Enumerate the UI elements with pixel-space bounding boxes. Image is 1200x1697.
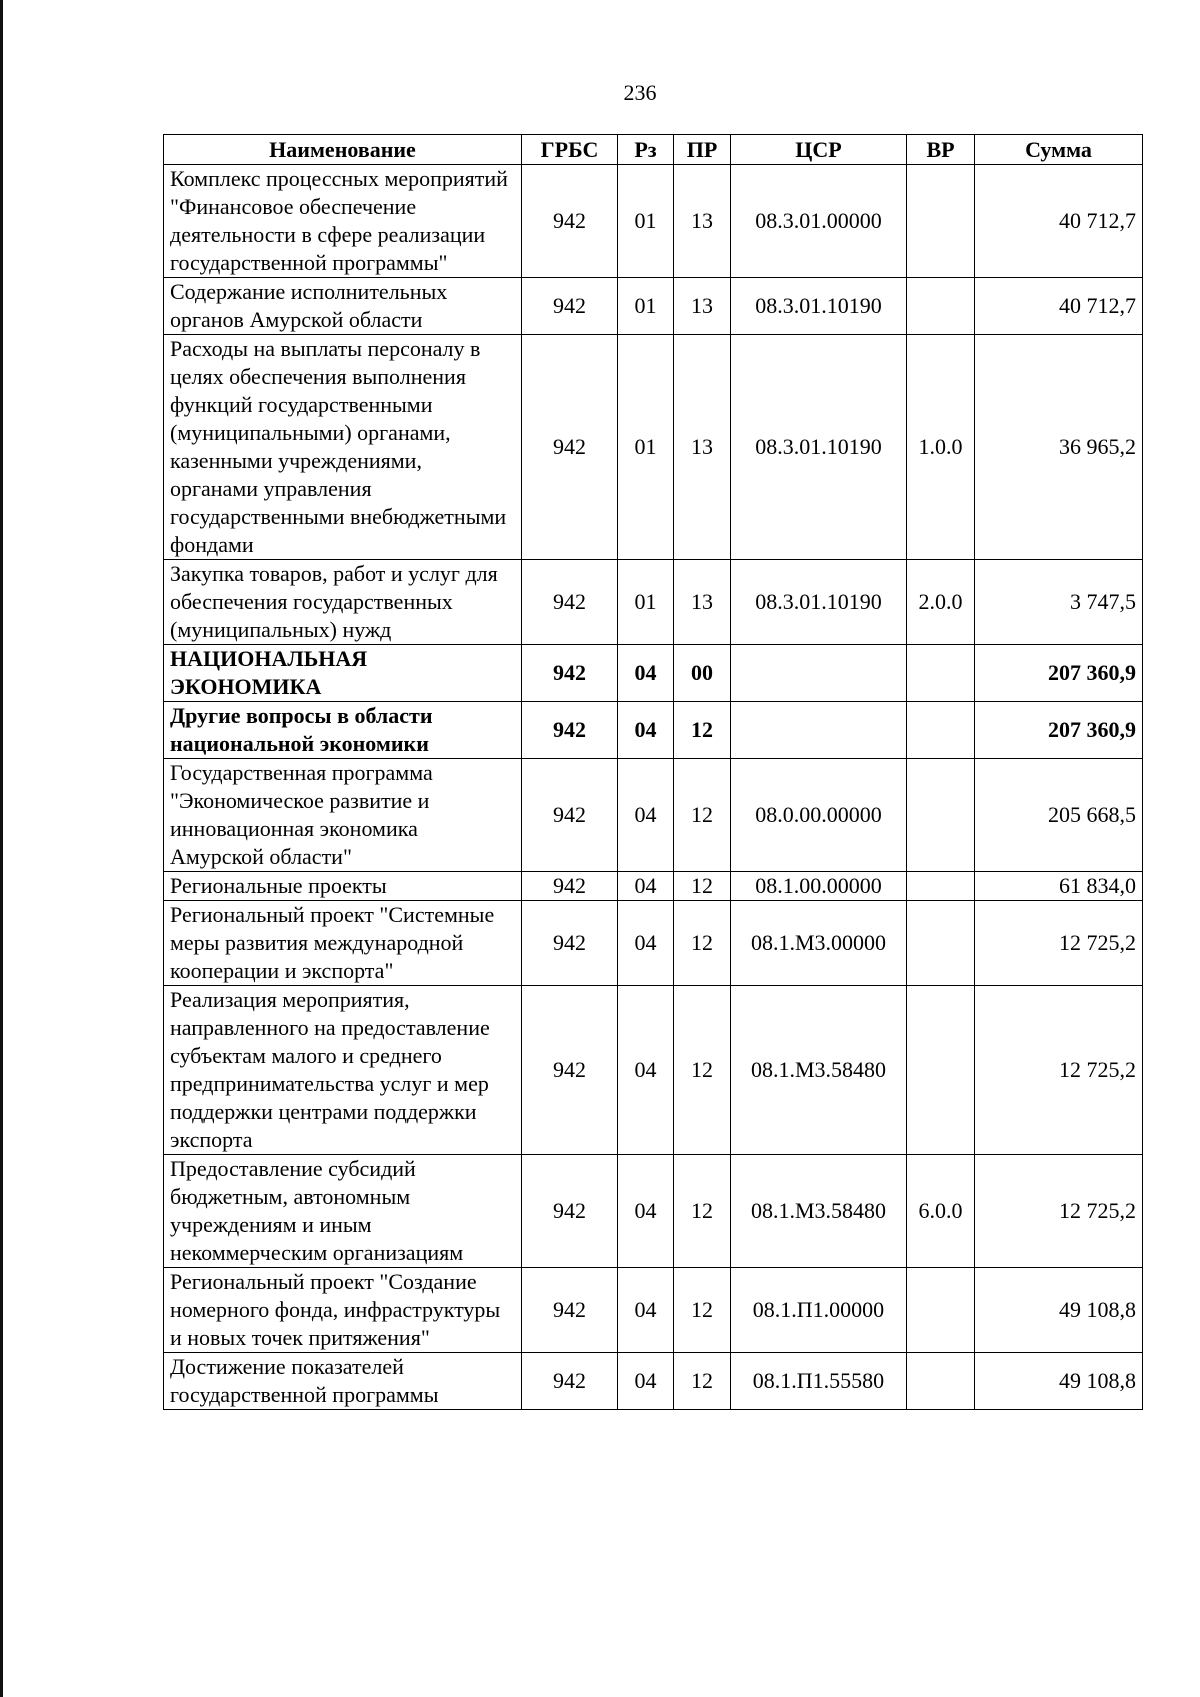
row-vr xyxy=(907,986,975,1155)
row-rz: 04 xyxy=(618,986,674,1155)
row-grbs: 942 xyxy=(522,872,618,901)
row-name: Комплекс процессных мероприятий "Финансовое обеспечение деятельности в сфере реализации государственной программы" xyxy=(164,165,522,278)
row-pr: 12 xyxy=(674,1268,731,1353)
row-csr: 08.3.01.00000 xyxy=(731,165,907,278)
row-pr: 12 xyxy=(674,1353,731,1410)
row-name: Закупка товаров, работ и услуг для обеспечения государственных (муниципальных) нужд xyxy=(164,560,522,645)
table-row-subsection xyxy=(164,702,1143,759)
row-pr: 12 xyxy=(674,1155,731,1268)
row-pr: 12 xyxy=(674,872,731,901)
row-csr: 08.0.00.00000 xyxy=(731,759,907,872)
row-csr xyxy=(731,645,907,702)
row-pr: 12 xyxy=(674,759,731,872)
row-pr: 00 xyxy=(674,645,731,702)
budget-table xyxy=(163,134,1143,1410)
row-vr xyxy=(907,1353,975,1410)
row-sum: 61 834,0 xyxy=(975,872,1143,901)
header-vr: ВР xyxy=(907,135,975,165)
row-name: Региональный проект "Создание номерного фонда, инфраструктуры и новых точек притяжения" xyxy=(164,1268,522,1353)
row-grbs: 942 xyxy=(522,278,618,335)
row-csr: 08.1.00.00000 xyxy=(731,872,907,901)
table-header-row xyxy=(164,135,1143,165)
row-name: Предоставление субсидий бюджетным, автономным учреждениям и иным некоммерческим организациям xyxy=(164,1155,522,1268)
row-csr: 08.1.М3.00000 xyxy=(731,901,907,986)
row-rz: 01 xyxy=(618,165,674,278)
row-csr: 08.1.П1.00000 xyxy=(731,1268,907,1353)
scan-edge-line xyxy=(0,0,3,1697)
row-vr xyxy=(907,645,975,702)
header-csr: ЦСР xyxy=(731,135,907,165)
row-vr: 6.0.0 xyxy=(907,1155,975,1268)
row-pr: 12 xyxy=(674,901,731,986)
row-sum: 40 712,7 xyxy=(975,278,1143,335)
row-grbs: 942 xyxy=(522,560,618,645)
row-sum: 36 965,2 xyxy=(975,335,1143,560)
row-vr xyxy=(907,165,975,278)
table-row xyxy=(164,1353,1143,1410)
table-row xyxy=(164,1155,1143,1268)
table-row xyxy=(164,986,1143,1155)
row-sum: 12 725,2 xyxy=(975,986,1143,1155)
row-sum: 3 747,5 xyxy=(975,560,1143,645)
row-csr: 08.3.01.10190 xyxy=(731,560,907,645)
row-pr: 12 xyxy=(674,702,731,759)
row-vr xyxy=(907,1268,975,1353)
row-sum: 40 712,7 xyxy=(975,165,1143,278)
row-sum: 12 725,2 xyxy=(975,901,1143,986)
row-rz: 01 xyxy=(618,278,674,335)
header-rz: Рз xyxy=(618,135,674,165)
header-pr: ПР xyxy=(674,135,731,165)
row-csr: 08.1.М3.58480 xyxy=(731,986,907,1155)
table-row xyxy=(164,759,1143,872)
row-sum: 49 108,8 xyxy=(975,1268,1143,1353)
row-name: Региональные проекты xyxy=(164,872,522,901)
row-grbs: 942 xyxy=(522,335,618,560)
row-name: Содержание исполнительных органов Амурской области xyxy=(164,278,522,335)
header-name: Наименование xyxy=(164,135,522,165)
table-row-section xyxy=(164,645,1143,702)
row-grbs: 942 xyxy=(522,759,618,872)
row-vr xyxy=(907,872,975,901)
row-vr: 2.0.0 xyxy=(907,560,975,645)
row-grbs: 942 xyxy=(522,702,618,759)
row-grbs: 942 xyxy=(522,1155,618,1268)
row-vr: 1.0.0 xyxy=(907,335,975,560)
row-rz: 04 xyxy=(618,702,674,759)
table-row xyxy=(164,872,1143,901)
table-row xyxy=(164,901,1143,986)
row-vr xyxy=(907,901,975,986)
table-row xyxy=(164,335,1143,560)
row-sum: 207 360,9 xyxy=(975,645,1143,702)
row-sum: 12 725,2 xyxy=(975,1155,1143,1268)
row-name: Достижение показателей государственной программы xyxy=(164,1353,522,1410)
row-grbs: 942 xyxy=(522,165,618,278)
row-rz: 04 xyxy=(618,1353,674,1410)
row-vr xyxy=(907,702,975,759)
row-pr: 13 xyxy=(674,335,731,560)
row-name: Расходы на выплаты персоналу в целях обеспечения выполнения функций государственными (муниципальными) органами, казенными учреждениями, органами управления государственными внебюджетными фондами xyxy=(164,335,522,560)
row-vr xyxy=(907,278,975,335)
row-grbs: 942 xyxy=(522,901,618,986)
row-pr: 12 xyxy=(674,986,731,1155)
row-name: Региональный проект "Системные меры развития международной кооперации и экспорта" xyxy=(164,901,522,986)
row-name: Другие вопросы в области национальной экономики xyxy=(164,702,522,759)
row-grbs: 942 xyxy=(522,986,618,1155)
row-pr: 13 xyxy=(674,278,731,335)
row-rz: 04 xyxy=(618,901,674,986)
row-vr xyxy=(907,759,975,872)
row-csr: 08.3.01.10190 xyxy=(731,278,907,335)
table-row xyxy=(164,560,1143,645)
row-grbs: 942 xyxy=(522,645,618,702)
row-rz: 04 xyxy=(618,759,674,872)
header-sum: Сумма xyxy=(975,135,1143,165)
table-row xyxy=(164,165,1143,278)
row-grbs: 942 xyxy=(522,1268,618,1353)
table-row xyxy=(164,1268,1143,1353)
row-pr: 13 xyxy=(674,560,731,645)
row-rz: 04 xyxy=(618,645,674,702)
row-sum: 207 360,9 xyxy=(975,702,1143,759)
row-name: Государственная программа "Экономическое развитие и инновационная экономика Амурской области" xyxy=(164,759,522,872)
page-number: 236 xyxy=(623,80,657,105)
row-sum: 205 668,5 xyxy=(975,759,1143,872)
row-grbs: 942 xyxy=(522,1353,618,1410)
row-csr: 08.1.М3.58480 xyxy=(731,1155,907,1268)
row-rz: 01 xyxy=(618,335,674,560)
row-csr: 08.1.П1.55580 xyxy=(731,1353,907,1410)
row-sum: 49 108,8 xyxy=(975,1353,1143,1410)
header-grbs: ГРБС xyxy=(522,135,618,165)
row-rz: 04 xyxy=(618,872,674,901)
row-csr: 08.3.01.10190 xyxy=(731,335,907,560)
row-csr xyxy=(731,702,907,759)
row-name: НАЦИОНАЛЬНАЯ ЭКОНОМИКА xyxy=(164,645,522,702)
table-row xyxy=(164,278,1143,335)
row-pr: 13 xyxy=(674,165,731,278)
row-rz: 04 xyxy=(618,1268,674,1353)
row-rz: 01 xyxy=(618,560,674,645)
row-rz: 04 xyxy=(618,1155,674,1268)
row-name: Реализация мероприятия, направленного на предоставление субъектам малого и среднего предпринимательства услуг и мер поддержки центрами поддержки экспорта xyxy=(164,986,522,1155)
